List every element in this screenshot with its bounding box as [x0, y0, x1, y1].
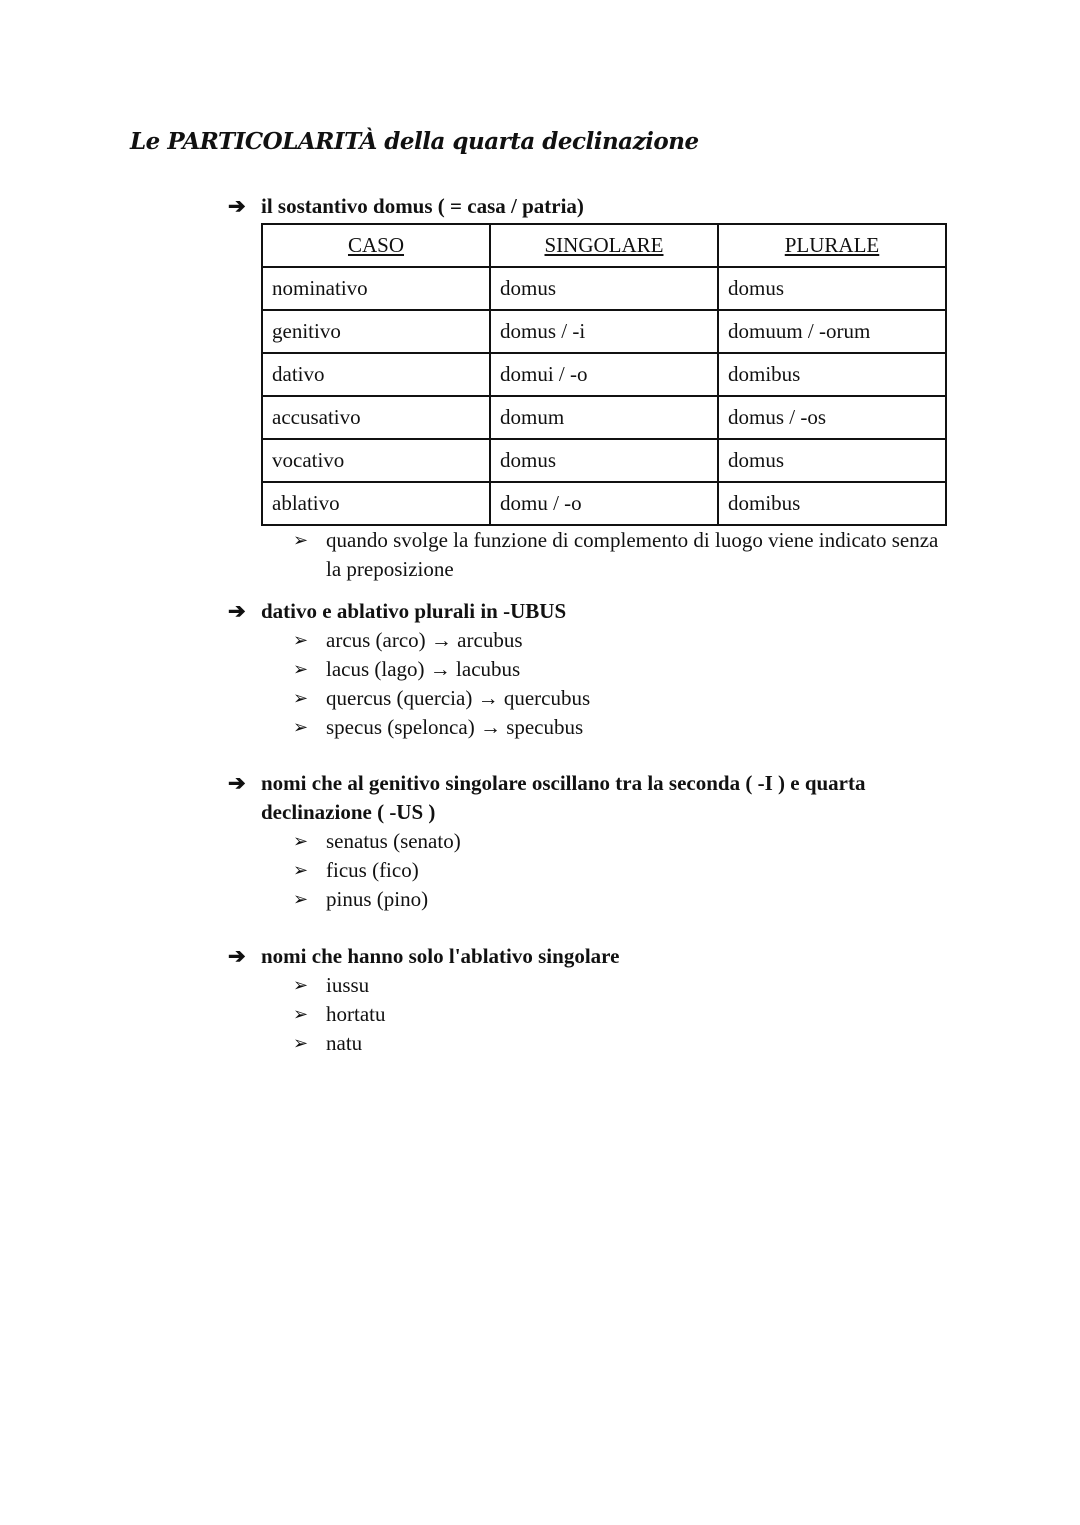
bullet-arrowhead-icon: ➢ — [293, 530, 309, 550]
bullet-arrowhead-icon: ➢ — [293, 688, 309, 708]
list-item — [293, 655, 948, 684]
bullet-arrowhead-icon: ➢ — [293, 659, 309, 679]
column-header: CASO — [262, 224, 490, 267]
arrow-icon: ➔ — [228, 944, 246, 968]
table-cell: domui / -o — [490, 353, 718, 396]
examples-list — [228, 626, 948, 742]
list-item — [293, 713, 948, 742]
list-item-text: pinus (pino) — [326, 887, 429, 911]
list-item-text: lacus (lago) → lacubus — [326, 657, 521, 681]
list-item-text: quercus (quercia) → quercubus — [326, 686, 591, 710]
table-cell: domus — [490, 439, 718, 482]
table-cell: domibus — [718, 353, 946, 396]
list-item — [293, 827, 948, 856]
section-heading — [228, 942, 948, 971]
list-item — [293, 626, 948, 655]
bullet-arrowhead-icon: ➢ — [293, 630, 309, 650]
section-heading — [228, 192, 948, 221]
bullet-arrowhead-icon: ➢ — [293, 889, 309, 909]
table-row — [262, 310, 946, 353]
table-cell: nominativo — [262, 267, 490, 310]
table-cell: domus / -os — [718, 396, 946, 439]
arrow-icon: ➔ — [228, 771, 246, 795]
list-item-text: natu — [326, 1031, 363, 1055]
table-header-row — [262, 224, 946, 267]
table-cell: domus — [718, 439, 946, 482]
examples-list — [228, 827, 948, 914]
list-item-text: hortatu — [326, 1002, 386, 1026]
section-heading — [228, 597, 948, 626]
declension-table — [261, 223, 947, 526]
table-cell: domu / -o — [490, 482, 718, 525]
list-item — [293, 526, 948, 584]
table-cell: genitivo — [262, 310, 490, 353]
column-header: PLURALE — [718, 224, 946, 267]
table-row — [262, 439, 946, 482]
column-header: SINGOLARE — [490, 224, 718, 267]
list-item-text: ficus (fico) — [326, 858, 419, 882]
bullet-arrowhead-icon: ➢ — [293, 1004, 309, 1024]
table-row — [262, 482, 946, 525]
table-row — [262, 267, 946, 310]
bullet-arrowhead-icon: ➢ — [293, 860, 309, 880]
table-cell: domibus — [718, 482, 946, 525]
section-oscillating-genitive — [228, 769, 948, 914]
list-item — [293, 1029, 948, 1058]
list-item — [293, 885, 948, 914]
table-cell: domuum / -orum — [718, 310, 946, 353]
table-cell: vocativo — [262, 439, 490, 482]
bullet-arrowhead-icon: ➢ — [293, 717, 309, 737]
list-item — [293, 856, 948, 885]
list-item — [293, 971, 948, 1000]
list-item-text: quando svolge la funzione di complemento di luogo viene indicato senza la preposizione — [326, 528, 939, 581]
list-item-text: iussu — [326, 973, 370, 997]
table-cell: domum — [490, 396, 718, 439]
section-domus — [228, 192, 948, 584]
list-item — [293, 1000, 948, 1029]
heading-text: il sostantivo domus ( = casa / patria) — [261, 194, 584, 218]
table-cell: domus — [718, 267, 946, 310]
bullet-arrowhead-icon: ➢ — [293, 831, 309, 851]
table-cell: domus / -i — [490, 310, 718, 353]
section-ubus — [228, 597, 948, 742]
table-cell: accusativo — [262, 396, 490, 439]
list-item-text: arcus (arco) → arcubus — [326, 628, 523, 652]
arrow-icon: ➔ — [228, 194, 246, 218]
table-cell: domus — [490, 267, 718, 310]
heading-text: nomi che al genitivo singolare oscillano tra la seconda ( -I ) e quarta declinazione ( -US ) — [261, 771, 866, 824]
list-item-text: senatus (senato) — [326, 829, 461, 853]
table-row — [262, 396, 946, 439]
bullet-arrowhead-icon: ➢ — [293, 975, 309, 995]
table-cell: ablativo — [262, 482, 490, 525]
list-item-text: specus (spelonca) → specubus — [326, 715, 584, 739]
arrow-icon: ➔ — [228, 599, 246, 623]
heading-text: dativo e ablativo plurali in -UBUS — [261, 599, 567, 623]
heading-text: nomi che hanno solo l'ablativo singolare — [261, 944, 620, 968]
table-cell: dativo — [262, 353, 490, 396]
section-heading — [228, 769, 921, 827]
section-ablative-only — [228, 942, 948, 1058]
bullet-arrowhead-icon: ➢ — [293, 1033, 309, 1053]
table-row — [262, 353, 946, 396]
page-title: Le PARTICOLARITÀ della quarta declinazione — [130, 128, 699, 155]
list-item — [293, 684, 948, 713]
examples-list — [228, 971, 948, 1058]
notes-list — [228, 526, 948, 584]
